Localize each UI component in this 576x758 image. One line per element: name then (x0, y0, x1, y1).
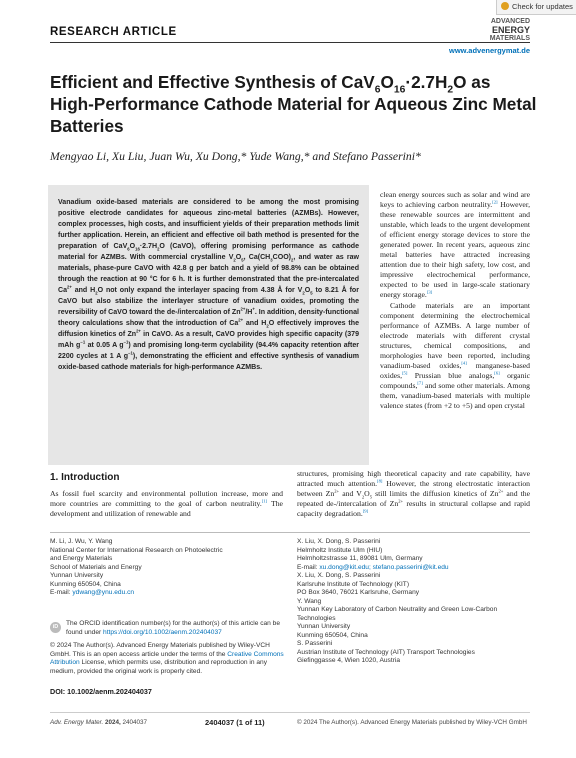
check-for-updates-badge[interactable] (496, 0, 576, 15)
citation-8[interactable]: [8] (377, 478, 383, 484)
affil-right-line: Yunnan Key Laboratory of Carbon Neutrality and Green Low-Carbon (297, 606, 498, 613)
update-icon (501, 2, 509, 10)
orcid-icon: iD (50, 622, 61, 633)
footer-rule (50, 712, 530, 713)
article-type-label: RESEARCH ARTICLE (50, 26, 177, 38)
logo-line-2: ENERGY (491, 24, 530, 35)
introduction-text: As fossil fuel scarcity and environmental pollution increase, more and more countries are committing to the goal of carbon neutrality.[1] The development and utilization of renewable and (50, 489, 283, 519)
footer-copyright: © 2024 The Author(s). Advanced Energy Materials published by Wiley-VCH GmbH (297, 719, 527, 726)
cc-license-link[interactable]: Creative Commons Attribution (50, 650, 284, 666)
continued-paragraph: structures, promising high theoretical capacity and rate capability, have attracted much attention.[8] However, the strong electrostatic interaction between $Zn^{2+}$ and $V_2O_5$ still limits the diffusion kinetics of $Zn^{2+}$ and the repeated de-/intercalation of $Zn^{2+}$ results in structural collapse and rapid capacity degradation.[9] (297, 469, 531, 519)
affil-right-line: PO Box 3640, 76021 Karlsruhe, Germany (297, 589, 420, 596)
orcid-link[interactable]: https://doi.org/10.1002/aenm.202404037 (103, 628, 222, 636)
title-line-3: Batteries (50, 116, 124, 136)
citation-5[interactable]: [5] (402, 370, 408, 376)
email-link[interactable]: ydwang@ynu.edu.cn (72, 589, 135, 596)
affil-left-line: and Energy Materials (50, 555, 113, 562)
citation-9[interactable]: [9] (362, 508, 369, 514)
affil-right-line: X. Liu, X. Dong, S. Passerini (297, 538, 381, 545)
abstract-text: Vanadium oxide-based materials are considered to be among the most promising positive electrode candidates for aqueous zinc-metal batteries (AZMBs). However, complex processes, high costs, and insufficient yields of their preparation methods limit further application. Herein, an efficient and effective oil bath method is presented for the preparation of $CaV_6O_{16}\cdot 2.7H_2O$ (CaVO), offering promising performance as cathode material for AZMBs. With commercial crystalline $V_2O_5$, $Ca(CH_3COO)_2$, and water as raw materials, phase-pure CaVO with 42.8 g per batch and a yield of 98.8% can be obtained through the reaction at 90 °C for 6 h. It is further demonstrated that the pre-intercalated $Ca^{2+}$ and $H_2O$ not only expand the interlayer spacing from 4.38 Å for $V_2O_5$ to 8.21 Å for CaVO but also stabilize the interlayer structure of vanadium oxides, promoting the reversibility of CaVO toward the de-/intercalation of $Zn^{2+}/H^+$. In addition, density-functional theory calculations show that the introduction of $Ca^{2+}$ and $H_2O$ effectively improves the diffusion kinetics of $Zn^{2+}$ in CaVO. As a result, CaVO provides high specific capacity (379 mAh $g^{-1}$ at 0.05 A $g^{-1}$) and promising long-term cyclability (94.4% capacity retention after 2200 cycles at 1 A $g^{-1}$), demonstrating the efficient and effective synthesis of vanadium oxide-based cathode materials for high-performance AZMBs. (58, 199, 360, 372)
affil-right-line: Y. Wang (297, 597, 322, 605)
doi-label[interactable]: DOI: 10.1002/aenm.202404037 (50, 687, 152, 696)
page-number: 2404037 (1 of 11) (205, 718, 265, 727)
logo-line-3: MATERIALS (489, 34, 530, 42)
title-line-1: Efficient and Effective Synthesis of $CaV_6O_{16}\cdot 2.7H_2O$ as (50, 72, 491, 96)
check-updates-label: Check for updates (512, 2, 573, 11)
affil-right-line: Helmholtz Institute Ulm (HIU) (297, 546, 383, 554)
citation-7[interactable]: [7] (417, 380, 423, 386)
article-title (50, 71, 540, 137)
affiliation-left (50, 538, 290, 598)
citation-1[interactable]: [1] (261, 498, 268, 504)
author-list: Mengyao Li, Xu Liu, Juan Wu, Xu Dong,* Yude Wang,* and Stefano Passerini* (50, 150, 421, 163)
affil-right-line: Giefinggasse 4, Wien 1020, Austria (297, 657, 400, 664)
affil-left-email-line: E-mail: ydwang@ynu.edu.cn (50, 589, 135, 596)
affil-right-line: S. Passerini (297, 640, 333, 647)
affil-right-line: Karlsruhe Institute of Technology (KIT) (297, 580, 410, 588)
title-line-2: High-Performance Cathode Material for Aqueous Zinc Metal (50, 94, 537, 114)
affiliation-divider (50, 532, 530, 533)
journal-logo (470, 18, 530, 42)
affil-right-line: Kunming 650504, China (297, 631, 368, 639)
footer-citation: Adv. Energy Mater. 2024, 2404037 (50, 719, 147, 726)
abstract-box (48, 185, 369, 465)
journal-url[interactable]: www.advenergymat.de (449, 46, 530, 55)
affil-right-email-line: E-mail: xu.dong@kit.edu; stefano.passerini@kit.edu (297, 563, 449, 571)
citation-2[interactable]: [2] (492, 199, 498, 205)
affil-right-line: Technologies (297, 614, 336, 622)
affil-right-line: Austrian Institute of Technology (AIT) Transport Technologies (297, 648, 475, 656)
header-rule (50, 42, 530, 43)
affil-left-line: M. Li, J. Wu, Y. Wang (50, 538, 113, 545)
orcid-note: The ORCID identification number(s) for the author(s) of this article can be found under https://doi.org/10.1002/aenm.202404037 (66, 620, 281, 636)
affil-left-line: Yunnan University (50, 572, 104, 579)
license-note: © 2024 The Author(s). Advanced Energy Materials published by Wiley-VCH GmbH. This is an open access article under the terms of the Creative Commons Attribution License, which permits use, distribution and reproduction in any medium, provided the original work is properly cited. (50, 642, 284, 675)
right-column-text: clean energy sources such as solar and wind are keys to achieving carbon neutrality.[2] However, these renewable sources are intermittent and unstable, which leads to the urgent development of efficient energy storage devices to store the generated power. In recent years, aqueous zinc metal batteries have attracted increasing attention due to their high safety, low cost, and impressive electrochemical performance, expected to be used in large-scale stationary energy storage.[3] Cathode materials are an important component determining the electrochemical performance of AZMBs. A large number of electrode materials with different crystal structures, chemical compositions, and morphologies have been reported, including vanadium-based oxides,[4] manganese-based oxides,[5] Prussian blue analogs,[6] organic compounds,[7] and some other materials. Among them, vanadium-based materials with multiple valence states (from +2 to +5) and open crystal (380, 190, 530, 410)
affil-left-line: School of Materials and Energy (50, 563, 142, 571)
section-heading-introduction: 1. Introduction (50, 472, 120, 483)
citation-4[interactable]: [4] (461, 360, 467, 366)
affil-right-line: Yunnan University (297, 623, 351, 630)
affil-right-line: Helmholtzstrasse 11, 89081 Ulm, Germany (297, 555, 423, 562)
right-column-paragraph-2: Cathode materials are an important component determining the electrochemical performance of AZMBs. A large number of electrode materials with different crystal structures, chemical compositions, and morphologies have been reported, including vanadium-based oxides,[4] manganese-based oxides,[5] Prussian blue analogs,[6] organic compounds,[7] and some other materials. Among them, vanadium-based materials with multiple valence states (from +2 to +5) and open crystal (380, 300, 530, 410)
citation-6[interactable]: [6] (494, 370, 500, 376)
affil-left-line: National Center for International Research on Photoelectric (50, 546, 223, 554)
affiliation-right (297, 538, 537, 666)
affil-right-line: X. Liu, X. Dong, S. Passerini (297, 572, 381, 579)
citation-3[interactable]: [3] (426, 289, 433, 295)
logo-line-1: ADVANCED (490, 18, 530, 25)
affil-left-line: Kunming 650504, China (50, 580, 121, 588)
email-links[interactable]: xu.dong@kit.edu; stefano.passerini@kit.edu (319, 563, 449, 571)
